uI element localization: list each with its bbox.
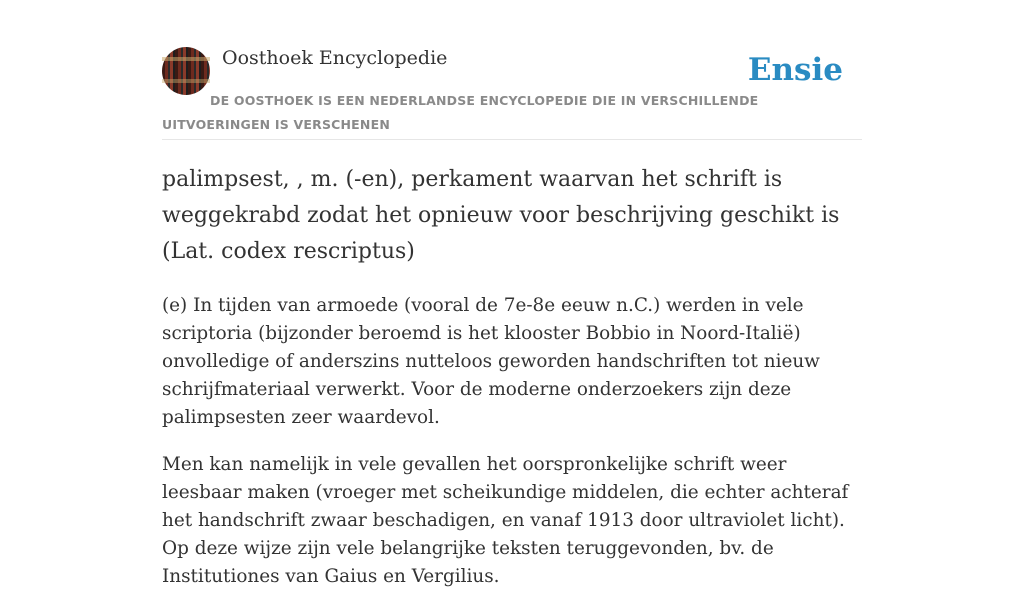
- entry-headword: palimpsest, , m. (-en), perkament waarvan het schrift is weggekrabd zodat het opnieuw voor beschrijving geschikt is (Lat. codex rescriptus): [162, 167, 840, 264]
- entry-paragraph: Men kan namelijk in vele gevallen het oorspronkelijke schrift weer leesbaar maken (vroeger met scheikundige middelen, die echter achteraf het handschrift zwaar beschadigen, en vanaf 1913 door ultraviolet licht). Op deze wijze zijn vele belangrijke teksten teruggevonden, bv. de Institutiones van Gaius en Vergilius.: [162, 454, 849, 587]
- book-spines-icon[interactable]: [162, 47, 210, 95]
- page-container: [162, 0, 862, 591]
- site-tagline: DE OOSTHOEK IS EEN NEDERLANDSE ENCYCLOPEDIE DIE IN VERSCHILLENDE UITVOERINGEN IS VERSCHENEN: [162, 93, 759, 132]
- site-header: [162, 0, 862, 140]
- site-name-link[interactable]: Oosthoek Encyclopedie: [222, 47, 448, 69]
- entry-paragraph: (e) In tijden van armoede (vooral de 7e-8e eeuw n.C.) werden in vele scriptoria (bijzonder beroemd is het klooster Bobbio in Noord-Italië) onvolledige of anderszins nutteloos geworden handschriften tot nieuw schrijfmateriaal verwerkt. Voor de moderne onderzoekers zijn deze palimpsesten zeer waardevol.: [162, 295, 820, 428]
- ensie-logo[interactable]: Ensie: [747, 52, 843, 88]
